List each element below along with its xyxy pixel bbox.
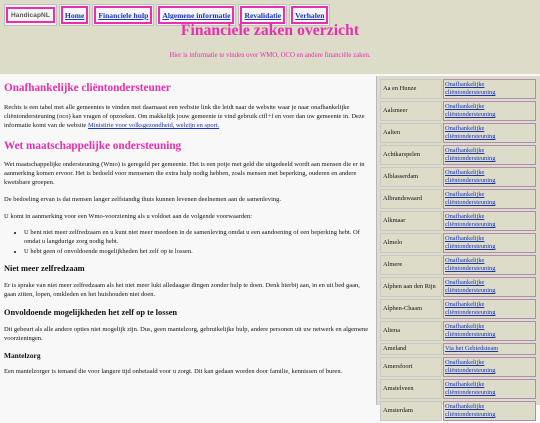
oco-link[interactable]: Onafhankelijke cliëntondersteuning [445,257,496,272]
oco-link[interactable]: Onafhankelijke cliëntondersteuning [445,301,496,316]
municipality-name: Aa en Hunze [380,79,442,99]
municipality-link-cell [443,211,536,231]
oco-link[interactable]: Onafhankelijke cliëntondersteuning [445,81,496,96]
municipality-link-cell [443,101,536,121]
oco-link[interactable]: Onafhankelijke cliëntondersteuning [445,103,496,118]
page-title: Financiele zaken overzicht [180,22,360,39]
municipality-name: Alblasserdam [380,167,442,187]
oco-link[interactable]: Onafhankelijke cliëntondersteuning [445,359,496,374]
municipality-link-cell [443,255,536,275]
oco-link[interactable]: Onafhankelijke cliëntondersteuning [445,403,496,418]
oco-link[interactable]: Onafhankelijke cliëntondersteuning [445,125,496,140]
subsection-title-mantelzorg: Mantelzorg [4,351,41,361]
municipality-link-cell [443,379,536,399]
municipality-table [379,77,537,423]
nav-link-home[interactable]: Home [61,6,88,24]
oco-link[interactable]: Onafhankelijke cliëntondersteuning [445,235,496,250]
municipality-name: Amstelveen [380,379,442,399]
table-row [380,299,536,319]
municipality-link-cell [443,277,536,297]
municipality-link-cell [443,357,536,377]
conditions-list [24,228,370,257]
condition-item: • U bent niet meer zelfredzaam en u kunt niet meer meedoen in de samenleving omdat u een aandoening of een beperking hebt. Of omdat u langdurige zorg nodig hebt. [24,228,370,246]
nav-link-financiele-hulp[interactable]: Financiele hulp [94,6,152,24]
table-row [380,357,536,377]
subsection-text-mogelijkheden: Dit gebeurt als alle andere opties niet mogelijk zijn. Dus, geen mantelzorg, gebruikelijke hulp, andere personen uit uw netwerk en algemene voorzieningen. [4,325,369,342]
page-subtitle: Hier is informatie te vinden over WMO, OCO en andere financiële zaken. [169,52,371,59]
municipality-name: Ameland [380,343,442,355]
oco-link[interactable]: Via het Gebiedsteam [445,345,499,352]
municipality-link-cell [443,189,536,209]
subsection-text-zelfredzaam: Er is sprake van niet meer zelfredzaam als het niet meer lukt alledaagse dingen zonder hulp te doen. Denk hierbij aan, in en uit bed gaan, gaan zitten, lopen, omkleden en het huishouden niet doen. [4,282,360,299]
municipality-name: Alkmaar [380,211,442,231]
municipality-link-cell [443,145,536,165]
table-row [380,145,536,165]
table-row [380,255,536,275]
municipality-link-cell [443,401,536,421]
municipality-link-cell [443,321,536,341]
oco-link[interactable]: Onafhankelijke cliëntondersteuning [445,191,496,206]
table-row [380,277,536,297]
municipality-name: Altena [380,321,442,341]
municipality-panel[interactable] [376,76,540,418]
oco-link[interactable]: Onafhankelijke cliëntondersteuning [445,279,496,294]
table-row [380,189,536,209]
oco-link[interactable]: Onafhankelijke cliëntondersteuning [445,147,496,162]
condition-item: • U hebt geen of onvoldoende mogelijkheden het zelf op te lossen. [24,247,370,256]
municipality-name: Almelo [380,233,442,253]
municipality-name: Aalten [380,123,442,143]
wmo-paragraph-2: De bedoeling ervan is dat mensen langer zelfstandig thuis kunnen levenen deelnemen aan de samenleving. [4,196,282,204]
subsection-title-zelfredzaam: Niet meer zelfredzaam [4,264,85,274]
municipality-name: Alphen-Chaam [380,299,442,319]
municipality-name: Albrandswaard [380,189,442,209]
subsection-title-mogelijkheden: Onvoldoende mogelijkheden het zelf op te lossen [4,307,178,317]
municipality-name: Amersfoort [380,357,442,377]
section-text-oco [4,103,370,131]
oco-link[interactable]: Onafhankelijke cliëntondersteuning [445,323,496,338]
table-row [380,401,536,421]
municipality-name: Amsterdam [380,401,442,421]
nav-link-verhalen[interactable]: Verhalen [291,6,328,24]
municipality-name: Aalsmeer [380,101,442,121]
municipality-table-body [380,79,536,421]
municipality-name: Achtkarspelen [380,145,442,165]
wmo-paragraph-3: U komt in aanmerking voor een Wmo-voorziening als u voldoet aan de volgende voorwaarden: [4,213,253,221]
municipality-name: Almere [380,255,442,275]
nav-link-revalidatie[interactable]: Revalidatie [240,6,285,24]
municipality-link-cell [443,123,536,143]
table-row [380,379,536,399]
table-row [380,167,536,187]
municipality-link-cell [443,343,536,355]
section-title-oco: Onafhankelijke cliëntondersteuner [4,82,171,94]
section-title-wmo: Wet maatschappelijke ondersteuning [4,139,182,152]
oco-link[interactable]: Onafhankelijke cliëntondersteuning [445,169,496,184]
municipality-link-cell [443,299,536,319]
site-header [0,0,540,74]
table-row [380,79,536,99]
table-row [380,321,536,341]
table-row [380,123,536,143]
table-row [380,211,536,231]
subsection-text-mantelzorg: Een mantelzorger is iemand die voor langere tijd onbetaald voor u zorgt. Dit kan gedaan worden door familie, kennissen of buren. [4,368,343,376]
municipality-link-cell [443,233,536,253]
wmo-paragraph-1: Wet maatschappelijke ondersteuning (Wmo) is geregeld per gemeente. Het is een potje met geld die uitgedeeld wordt aan mensen die er in aanmerking komen ervoor. Het is bedoeld voor mensenen die extra hulp nodig hebben, zoals mensen met beperking, ouderen en andere kwetsbare groepen. [4,160,365,187]
municipality-link-cell [443,79,536,99]
ministry-link[interactable]: Ministirie voor volksgezondheid, welzijn en sport. [87,122,220,130]
oco-link[interactable]: Onafhankelijke cliëntondersteuning [445,213,496,228]
logo-text: HandicapNL [6,7,55,23]
oco-intro-text: Rechts is een tabel met alle gemeentes te vinden met daarnaast een website link die leidt naar de website waar je naar onafhankelijke cliëntondersteuning (oco) kan vragen of opzoeken. Om makkelijk jouw gemeente te vind gebruik ctfl+f en voer dan uw gemeente in. Deze informatie komt van de website [4,104,365,130]
municipality-name: Alphen aan den Rijn [380,277,442,297]
table-row [380,101,536,121]
municipality-link-cell [443,167,536,187]
table-row [380,233,536,253]
nav-link-algemene-informatie[interactable]: Algemene informatie [158,6,234,24]
table-row [380,343,536,355]
oco-link[interactable]: Onafhankelijke cliëntondersteuning [445,381,496,396]
main-content [4,82,370,384]
